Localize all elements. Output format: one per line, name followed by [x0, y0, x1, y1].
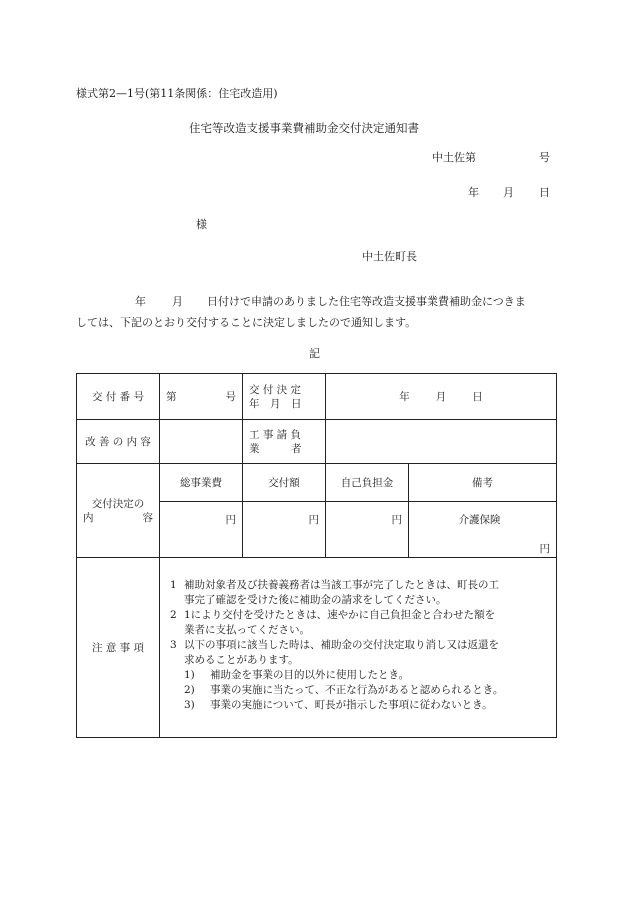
remarks-value — [409, 502, 557, 558]
header-grant-amount: 交付額 — [243, 464, 326, 502]
row-notes — [77, 558, 557, 738]
notes-content — [160, 558, 557, 738]
row-decision-headers — [77, 464, 557, 502]
label-notes: 注 意 事 項 — [77, 558, 160, 738]
decision-content-label-1: 交付決定の — [91, 497, 145, 510]
ki-heading: 記 — [309, 347, 320, 360]
subnote-item: 1) 補助金を事業の目的以外に使用したとき。 — [184, 669, 410, 681]
row-improvement — [77, 420, 557, 464]
date-year: 年 — [468, 186, 479, 199]
issuer: 中土佐町長 — [362, 250, 417, 263]
subnote-item: 2) 事業の実施に当たって、不正な行為があると認められるとき。 — [184, 684, 504, 696]
row-grant-number — [77, 374, 557, 420]
label-decision-content — [77, 464, 160, 558]
contractor-label-2: 業 者 — [249, 442, 302, 455]
decision-date-year: 年 — [399, 391, 410, 403]
note-item-cont: 求めることがあります。 — [184, 654, 299, 666]
form-id: 様式第2—1号(第11条関係：住宅改造用) — [76, 87, 278, 100]
doc-number-suffix: 号 — [539, 151, 550, 164]
header-total-cost: 総事業費 — [160, 464, 243, 502]
decision-content-label-2b: 容 — [142, 511, 153, 524]
decision-date-value — [326, 374, 557, 420]
note-item-cont: 事完了確認を受けた後に補助金の請求をしてください。 — [184, 594, 447, 606]
addressee-suffix: 様 — [196, 218, 207, 231]
remarks-yen: 円 — [539, 543, 550, 555]
decision-date-label-1: 交 付 決 定 — [249, 383, 302, 396]
self-pay-value: 円 — [326, 502, 409, 558]
date-month: 月 — [503, 186, 514, 199]
label-contractor — [243, 420, 326, 464]
decision-date-label-2: 年 月 日 — [249, 397, 302, 410]
date-day: 日 — [539, 186, 550, 199]
subnote-item: 3) 事業の実施について、町長が指示した事項に従わないとき。 — [184, 699, 493, 711]
decision-date-day: 日 — [472, 391, 483, 403]
contractor-label-1: 工 事 請 負 — [249, 428, 302, 441]
body-year: 年 — [135, 295, 146, 308]
body-line2: しては、下記のとおり交付することに決定しましたので通知します。 — [76, 316, 417, 329]
note-item: 3 以下の事項に該当した時は、補助金の交付決定取り消し又は返還を — [170, 639, 499, 651]
label-decision-date — [243, 374, 326, 420]
body-line1: 日付けで申請のありました住宅等改造支援事業費補助金につきま — [207, 295, 526, 308]
improvement-value — [160, 420, 243, 464]
grant-table — [76, 373, 557, 738]
remarks-care-insurance: 介護保険 — [458, 514, 501, 526]
label-grant-number: 交 付 番 号 — [77, 374, 160, 420]
contractor-value — [326, 420, 557, 464]
page-title: 住宅等改造支援事業費補助金交付決定通知書 — [189, 121, 419, 135]
header-remarks: 備考 — [409, 464, 557, 502]
body-month: 月 — [172, 295, 183, 308]
note-item: 2 1により交付を受けたときは、速やかに自己負担金と合わせた額を — [170, 609, 496, 621]
total-cost-value: 円 — [160, 502, 243, 558]
label-improvement: 改 善 の 内 容 — [77, 420, 160, 464]
grant-number-suffix: 号 — [225, 391, 236, 403]
decision-content-label-2a: 内 — [83, 511, 94, 524]
note-item-cont: 業者に支払ってください。 — [184, 624, 310, 636]
grant-amount-value: 円 — [243, 502, 326, 558]
grant-number-prefix: 第 — [166, 391, 177, 403]
grant-number-cell — [160, 374, 243, 420]
doc-number-prefix: 中土佐第 — [432, 151, 476, 164]
header-self-pay: 自己負担金 — [326, 464, 409, 502]
note-item: 1 補助対象者及び扶養義務者は当該工事が完了したときは、町長の工 — [170, 579, 499, 591]
decision-date-month: 月 — [435, 391, 447, 403]
